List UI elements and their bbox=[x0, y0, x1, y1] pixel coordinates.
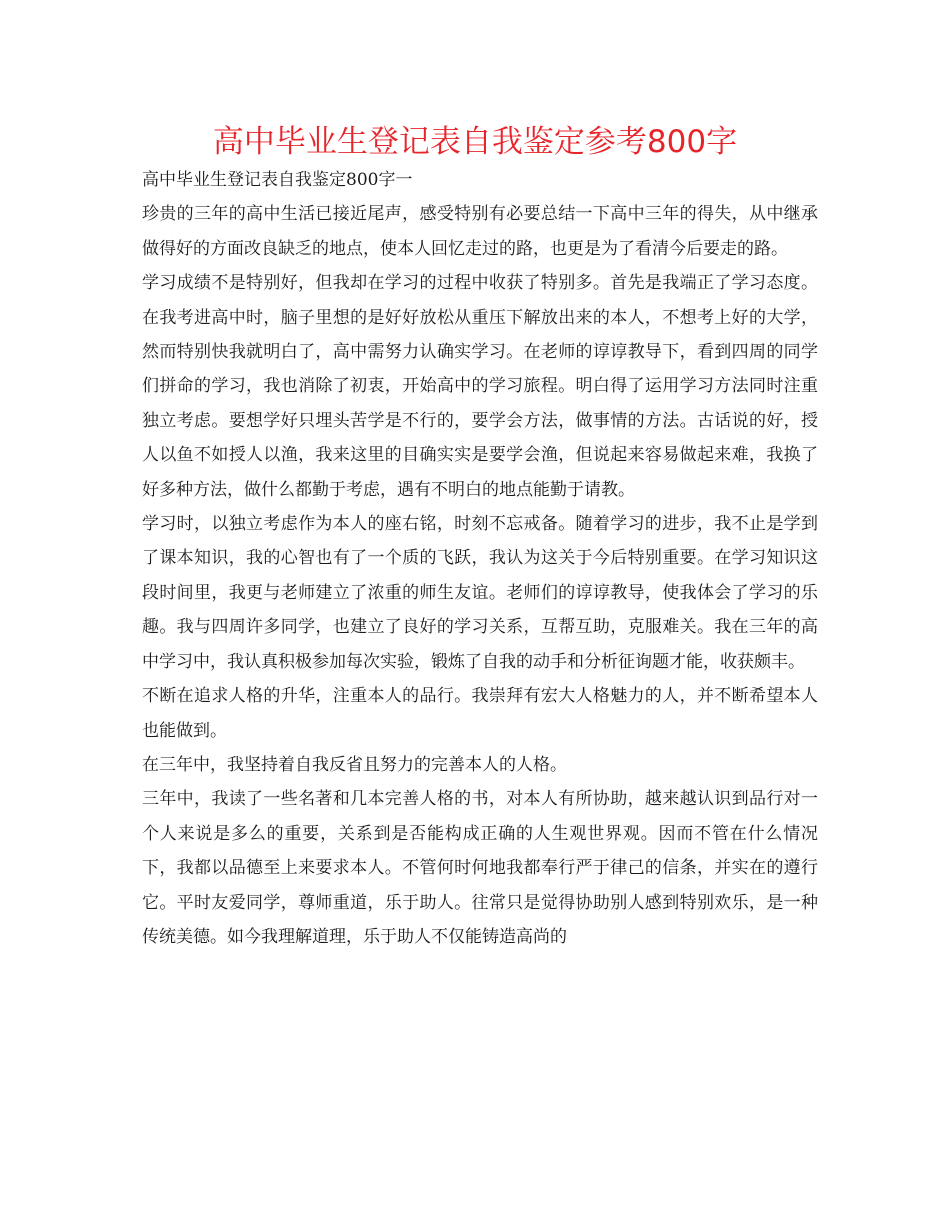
paragraph: 珍贵的三年的高中生活已接近尾声，感受特别有必要总结一下高中三年的得失，从中继承做得好的方面改良缺乏的地点，使本人回忆走过的路，也更是为了看清今后要走的路。 bbox=[142, 204, 818, 259]
paragraph: 学习时，以独立考虑作为本人的座右铭，时刻不忘戒备。随着学习的进步，我不止是学到了课本知识，我的心智也有了一个质的飞跃，我认为这关于今后特别重要。在学习知识这段时间里，我更与老师建立了浓重的师生友谊。老师们的谆谆教导，使我体会了学习的乐趣。我与四周许多同学，也建立了良好的学习关系，互帮互助，克服难关。我在三年的高中学习中，我认真积极参加每次实验，锻炼了自我的动手和分析征询题才能，收获颇丰。 bbox=[142, 514, 818, 672]
document-body bbox=[142, 163, 818, 954]
paragraph: 在三年中，我坚持着自我反省且努力的完善本人的人格。 bbox=[142, 754, 567, 775]
document-title: 高中毕业生登记表自我鉴定参考800字 bbox=[212, 124, 738, 160]
paragraph: 学习成绩不是特别好，但我却在学习的过程中收获了特别多。首先是我端正了学习态度。在我考进高中时，脑子里想的是好好放松从重压下解放出来的本人，不想考上好的大学，然而特别快我就明白了，高中需努力认确实学习。在老师的谆谆教导下，看到四周的同学们拼命的学习，我也消除了初衷，开始高中的学习旅程。明白得了运用学习方法同时注重独立考虑。要想学好只埋头苦学是不行的，要学会方法，做事情的方法。古话说的好，授人以鱼不如授人以渔，我来这里的目确实实是要学会渔，但说起来容易做起来难，我换了好多种方法，做什么都勤于考虑，遇有不明白的地点能勤于请教。 bbox=[142, 273, 818, 500]
paragraph: 不断在追求人格的升华，注重本人的品行。我崇拜有宏大人格魅力的人，并不断希望本人也能做到。 bbox=[142, 686, 818, 741]
section-heading: 高中毕业生登记表自我鉴定800字一 bbox=[142, 170, 413, 190]
paragraph: 三年中，我读了一些名著和几本完善人格的书，对本人有所协助，越来越认识到品行对一个人来说是多么的重要，关系到是否能构成正确的人生观世界观。因而不管在什么情况下，我都以品德至上来要求本人。不管何时何地我都奉行严于律己的信条，并实在的遵行它。平时友爱同学，尊师重道，乐于助人。往常只是觉得协助别人感到特别欢乐，是一种传统美德。如今我理解道理，乐于助人不仅能铸造高尚的 bbox=[142, 789, 818, 947]
